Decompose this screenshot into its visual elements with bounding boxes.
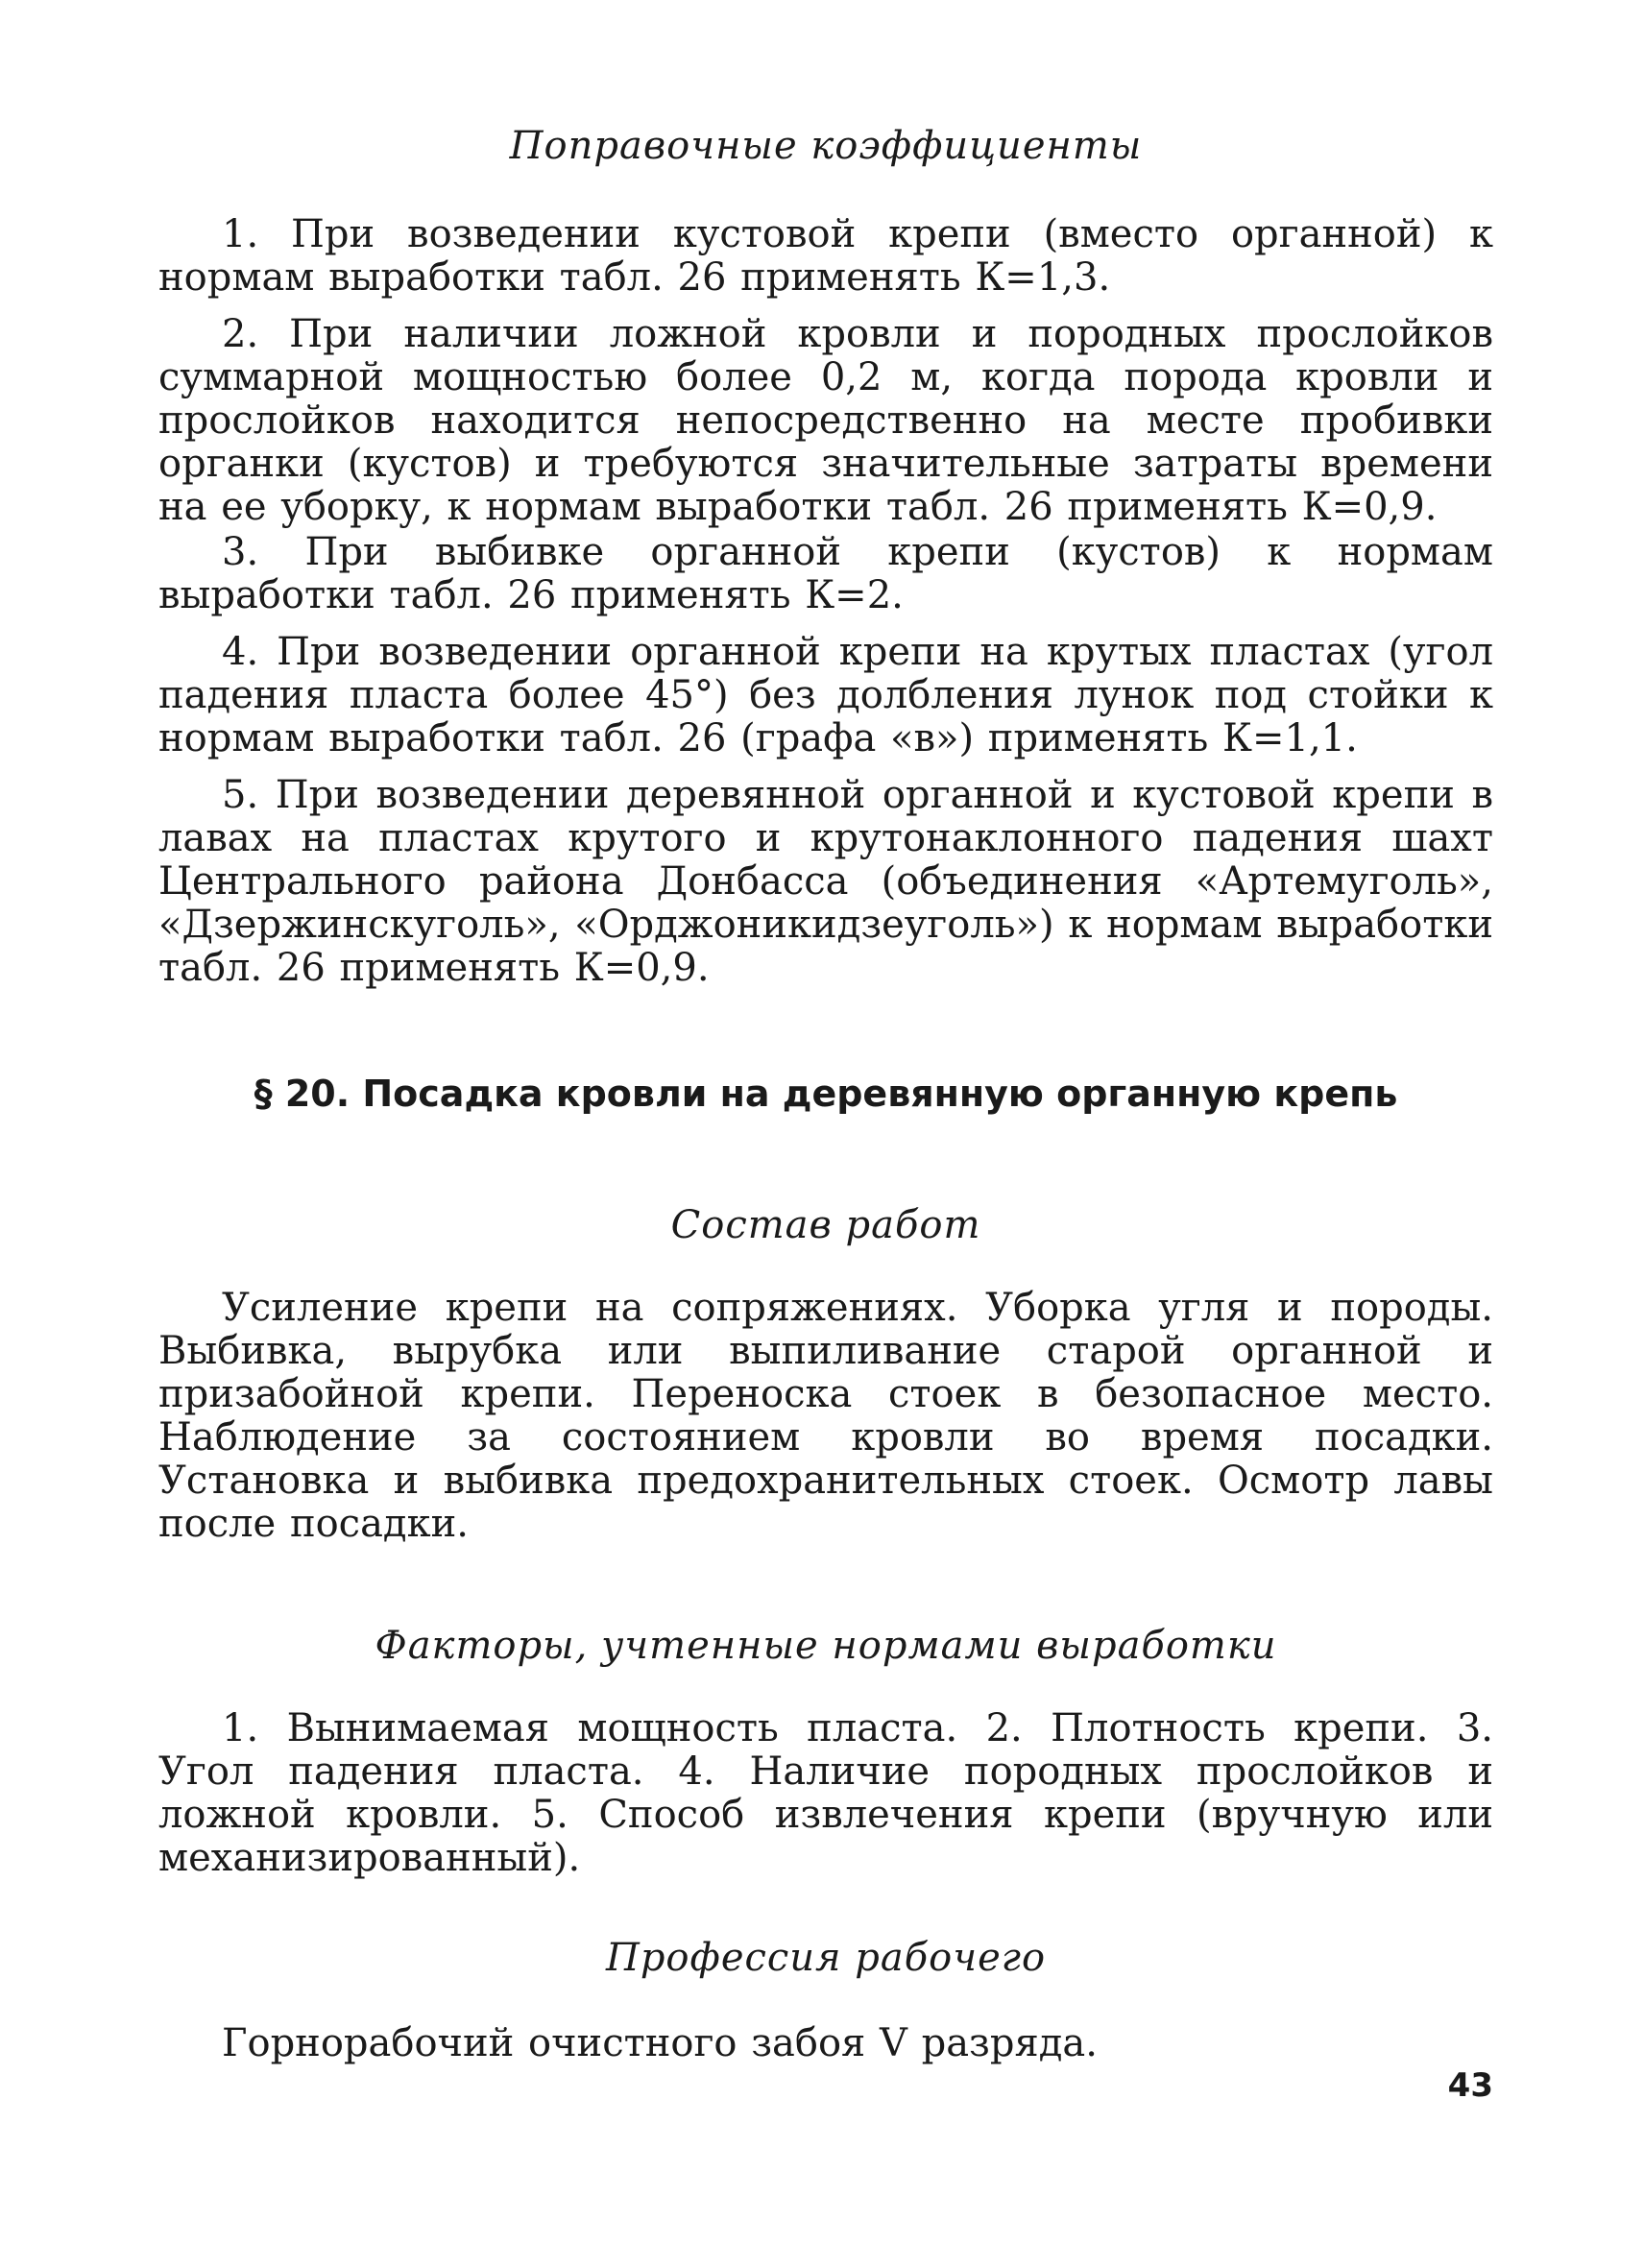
section-title: § 20. Посадка кровли на деревянную органную крепь — [254, 1073, 1398, 1115]
correction-item-4: 4. При возведении органной крепи на крутых пластах (угол падения пласта более 45°) без долбления лунок под стойки к нормам выработки табл. 26 (графа «в») применять К=1,1. — [158, 630, 1493, 760]
profession-heading: Профессия рабочего — [605, 1936, 1047, 1980]
work-composition-heading: Состав работ — [670, 1203, 981, 1247]
profession-text: Горнорабочий очистного забоя V разряда. — [222, 2021, 1098, 2065]
corrections-heading: Поправочные коэффициенты — [509, 124, 1143, 168]
factors-text: 1. Вынимаемая мощность пласта. 2. Плотность крепи. 3. Угол падения пласта. 4. Наличие породных прослойков и ложной кровли. 5. Способ извлечения крепи (вручную или механизированный). — [158, 1706, 1493, 1880]
correction-item-1: 1. При возведении кустовой крепи (вместо органной) к нормам выработки табл. 26 применять К=1,3. — [158, 212, 1493, 300]
work-composition-text: Усиление крепи на сопряжениях. Уборка угля и породы. Выбивка, вырубка или выпиливание старой органной и призабойной крепи. Переноска стоек в безопасное место. Наблюдение за состоянием кровли во время посадки. Установка и выбивка предохранительных стоек. Осмотр лавы после посадки. — [158, 1286, 1493, 1546]
correction-item-5: 5. При возведении деревянной органной и кустовой крепи в лавах на пластах крутого и крутонаклонного падения шахт Центрального района Донбасса (объединения «Артемуголь», «Дзержинскуголь», «Орджоникидзеуголь») к нормам выработки табл. 26 применять К=0,9. — [158, 773, 1493, 990]
correction-item-2: 2. При наличии ложной кровли и породных прослойков суммарной мощностью более 0,2 м, когда порода кровли и прослойков находится непосредственно на месте пробивки органки (кустов) и требуются значительные затраты времени на ее уборку, к нормам выработки табл. 26 применять К=0,9. — [158, 312, 1493, 529]
factors-heading: Факторы, учтенные нормами выработки — [375, 1624, 1277, 1668]
document-page — [158, 0, 1493, 2268]
correction-item-3: 3. При выбивке органной крепи (кустов) к нормам выработки табл. 26 применять К=2. — [158, 530, 1493, 617]
page-number: 43 — [1447, 2066, 1493, 2105]
